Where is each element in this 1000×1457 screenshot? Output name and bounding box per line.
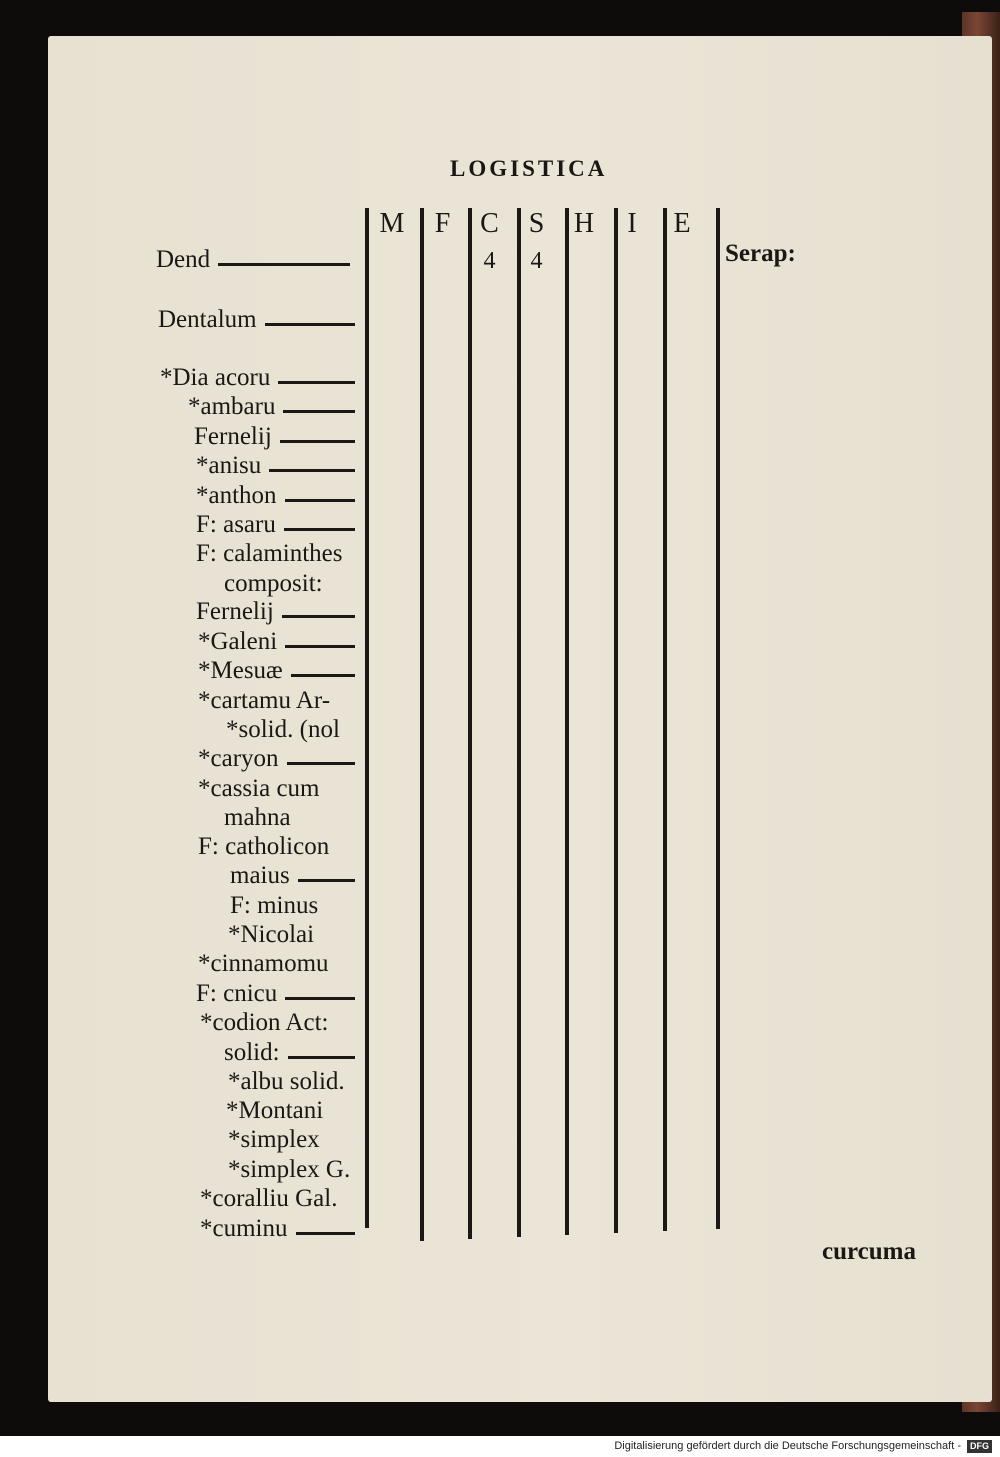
footer-bar: [0, 1436, 1000, 1457]
column-rule: [565, 208, 569, 1235]
entry-label: F: catholicon: [198, 833, 330, 860]
entry-label: F: minus: [230, 892, 319, 919]
entry-label: *anisu: [196, 452, 262, 479]
entry-dash: [288, 1056, 355, 1059]
column-rule: [468, 208, 472, 1239]
entry-label: *cassia cum: [198, 775, 320, 802]
column-header: M: [379, 208, 405, 239]
catchword: curcuma: [822, 1238, 916, 1265]
entry-label: Dend: [156, 246, 211, 273]
entry-label: mahna: [224, 804, 291, 831]
entry-label: *ambaru: [188, 393, 276, 420]
entry-label: *Montani: [226, 1097, 324, 1124]
entry-dash: [291, 674, 355, 677]
entry-dash: [265, 323, 355, 326]
column-rule: [663, 208, 667, 1231]
entry-dash: [280, 440, 355, 443]
entry-dash: [285, 997, 355, 1000]
entry-label: *Galeni: [198, 628, 278, 655]
entry-label: *cinnamomu: [198, 950, 329, 977]
column-header: E: [673, 208, 691, 239]
column-rule: [420, 208, 424, 1241]
entry-dash: [218, 263, 350, 266]
entry-label: *albu solid.: [228, 1068, 345, 1095]
entry-dash: [283, 410, 355, 413]
entry-label: *simplex: [228, 1126, 320, 1153]
entry-label: *coralliu Gal.: [200, 1185, 338, 1212]
entry-label: *solid. (nol: [226, 716, 340, 743]
entry-dash: [298, 879, 355, 882]
entry-label: maius: [230, 862, 290, 889]
column-rule: [614, 208, 618, 1233]
entry-label: *anthon: [196, 482, 277, 509]
entry-label: F: calaminthes: [196, 540, 343, 567]
right-label: Serap:: [725, 240, 796, 267]
entry-label: *caryon: [198, 745, 279, 772]
entry-label: *cartamu Ar-: [198, 687, 331, 714]
entry-label: Dentalum: [158, 306, 257, 333]
entry-label: composit:: [224, 570, 323, 597]
entry-label: *Nicolai: [228, 921, 315, 948]
entry-label: Fernelij: [194, 423, 272, 450]
entry-dash: [269, 469, 355, 472]
column-subheader: 4: [530, 248, 543, 274]
entry-dash: [285, 645, 355, 648]
entry-label: F: cnicu: [196, 980, 278, 1007]
column-header: H: [573, 208, 595, 239]
entry-label: *codion Act:: [200, 1009, 329, 1036]
entry-dash: [285, 499, 355, 502]
column-header: S: [528, 208, 545, 239]
column-header: F: [434, 208, 451, 239]
entry-label: *Dia acoru: [160, 364, 271, 391]
entry-dash: [296, 1232, 356, 1235]
column-header: C: [480, 208, 499, 239]
column-rule: [517, 208, 521, 1237]
entry-dash: [284, 528, 355, 531]
entry-label: solid:: [224, 1039, 280, 1066]
entry-dash: [278, 381, 355, 384]
entry-label: F: asaru: [196, 511, 276, 538]
entry-label: *Mesuæ: [198, 657, 283, 684]
entry-dash: [282, 615, 355, 618]
column-subheader: 4: [483, 248, 496, 274]
entry-label: Fernelij: [196, 598, 274, 625]
page-title: LOGISTICA: [450, 156, 608, 181]
column-rule: [365, 208, 369, 1228]
dfg-logo: DFG: [967, 1440, 992, 1453]
column-rule: [716, 208, 720, 1229]
footer-credit: Digitalisierung gefördert durch die Deutsche Forschungsgemeinschaft -: [614, 1440, 961, 1452]
entry-label: *cuminu: [200, 1215, 288, 1242]
column-header: I: [627, 208, 637, 239]
entry-label: *simplex G.: [228, 1156, 351, 1183]
entry-dash: [287, 762, 355, 765]
